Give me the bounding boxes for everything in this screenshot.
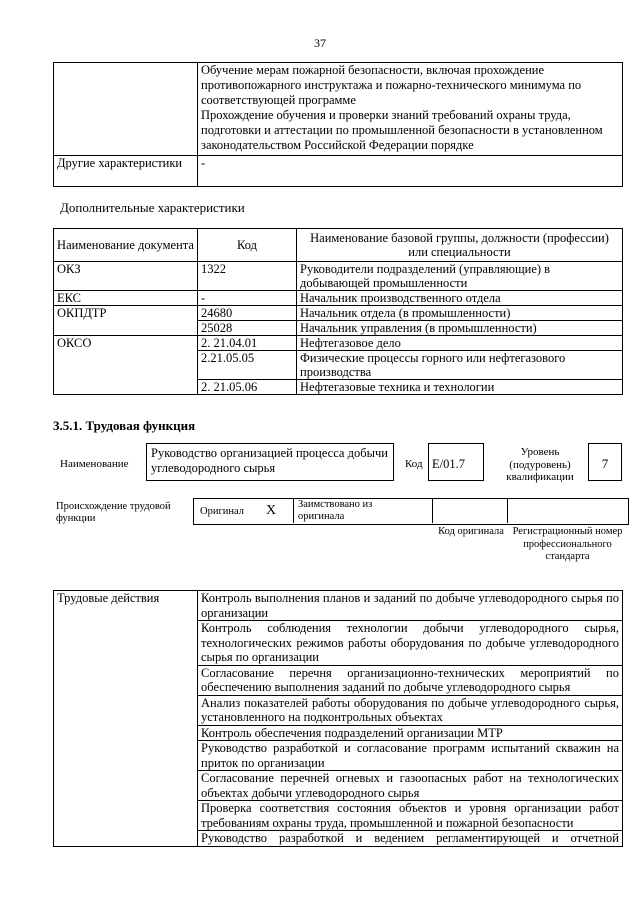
origin-divider bbox=[432, 498, 433, 523]
borrowed-label: Заимствовано из оригинала bbox=[298, 499, 373, 522]
top-table-label bbox=[54, 63, 198, 156]
level-value-box: 7 bbox=[588, 443, 622, 481]
doc-cell: ЕКС bbox=[54, 291, 198, 306]
original-label: Оригинал bbox=[200, 506, 244, 517]
doc-cell: ОКЗ bbox=[54, 262, 198, 291]
function-code-box: E/01.7 bbox=[428, 443, 484, 481]
column-header: Код bbox=[198, 229, 297, 262]
doc-cell: ОКПДТР bbox=[54, 306, 198, 336]
labor-action: Контроль выполнения планов и заданий по добыче углеводородного сырья по организации bbox=[198, 591, 623, 621]
code-cell: 2.21.05.05 bbox=[198, 351, 297, 380]
other-characteristics-label: Другие характеристики bbox=[54, 156, 198, 187]
other-characteristics-value: - bbox=[198, 156, 623, 187]
name-label: Наименование bbox=[60, 458, 129, 470]
page-number: 37 bbox=[314, 36, 326, 50]
code-cell: 2. 21.05.06 bbox=[198, 380, 297, 395]
labor-actions-label: Трудовые действия bbox=[54, 591, 198, 847]
labor-action: Руководство разработкой и согласование программ испытаний скважин на приток по организации bbox=[198, 741, 623, 771]
code-cell: 1322 bbox=[198, 262, 297, 291]
column-header: Наименование базовой группы, должности (профессии) или специальности bbox=[297, 229, 623, 262]
requirement-text: Прохождение обучения и проверки знаний требований охраны труда, подготовки и аттестации по промышленной безопасности в установленном законодательством Российской Федерации порядке bbox=[201, 108, 603, 152]
function-name-box: Руководство организацией процесса добычи углеводородного сырья bbox=[146, 443, 394, 481]
code-cell: - bbox=[198, 291, 297, 306]
name-cell: Нефтегазовое дело bbox=[297, 336, 623, 351]
top-table-value bbox=[198, 63, 623, 156]
code-label: Код bbox=[405, 458, 423, 470]
labor-action: Согласование перечня организационно-технических мероприятий по обеспечению выполнения заданий по добыче углеводородного сырья bbox=[198, 665, 623, 695]
name-cell: Начальник управления (в промышленности) bbox=[297, 321, 623, 336]
labor-action: Контроль соблюдения технологии добычи углеводородного сырья, технологических режимов работы оборудования по добыче углеводородного сырья по организации bbox=[198, 621, 623, 666]
origin-divider bbox=[507, 498, 508, 523]
name-cell: Начальник производственного отдела bbox=[297, 291, 623, 306]
code-cell: 2. 21.04.01 bbox=[198, 336, 297, 351]
name-cell: Руководители подразделений (управляющие) в добывающей промышленности bbox=[297, 262, 623, 291]
labor-action: Согласование перечней огневых и газоопасных работ на технологических объектах добычи углеводородного сырья bbox=[198, 771, 623, 801]
labor-actions-table bbox=[53, 590, 623, 847]
registration-number-caption: Регистрационный номер профессионального стандарта bbox=[512, 526, 623, 562]
code-original-caption: Код оригинала bbox=[438, 526, 504, 537]
doc-cell: ОКСО bbox=[54, 336, 198, 395]
labor-action: Руководство разработкой и ведением регламентирующей и отчетной bbox=[198, 831, 623, 847]
origin-label: Происхождение трудовой функции bbox=[56, 501, 171, 524]
name-cell: Физические процессы горного или нефтегазового производства bbox=[297, 351, 623, 380]
top-table bbox=[53, 62, 623, 187]
labor-action: Анализ показателей работы оборудования по добыче углеводородного сырья, установленного на подконтрольных объектах bbox=[198, 695, 623, 725]
labor-action: Проверка соответствия состояния объектов и уровня организации работ требованиям охраны труда, промышленной и пожарной безопасности bbox=[198, 801, 623, 831]
name-cell: Нефтегазовые техника и технологии bbox=[297, 380, 623, 395]
original-mark: X bbox=[266, 503, 277, 518]
name-cell: Начальник отдела (в промышленности) bbox=[297, 306, 623, 321]
additional-characteristics-table bbox=[53, 228, 623, 395]
code-cell: 25028 bbox=[198, 321, 297, 336]
additional-characteristics-heading: Дополнительные характеристики bbox=[60, 200, 245, 215]
section-title: 3.5.1. Трудовая функция bbox=[53, 418, 196, 433]
level-label: Уровень (подуровень) квалификации bbox=[506, 446, 574, 483]
code-cell: 24680 bbox=[198, 306, 297, 321]
origin-divider bbox=[293, 498, 294, 523]
column-header: Наименование документа bbox=[54, 229, 198, 262]
labor-action: Контроль обеспечения подразделений организации МТР bbox=[198, 725, 623, 741]
requirement-text: Обучение мерам пожарной безопасности, включая прохождение противопожарного инструктажа и пожарно-технического минимума по соответствующей программе bbox=[201, 63, 582, 107]
